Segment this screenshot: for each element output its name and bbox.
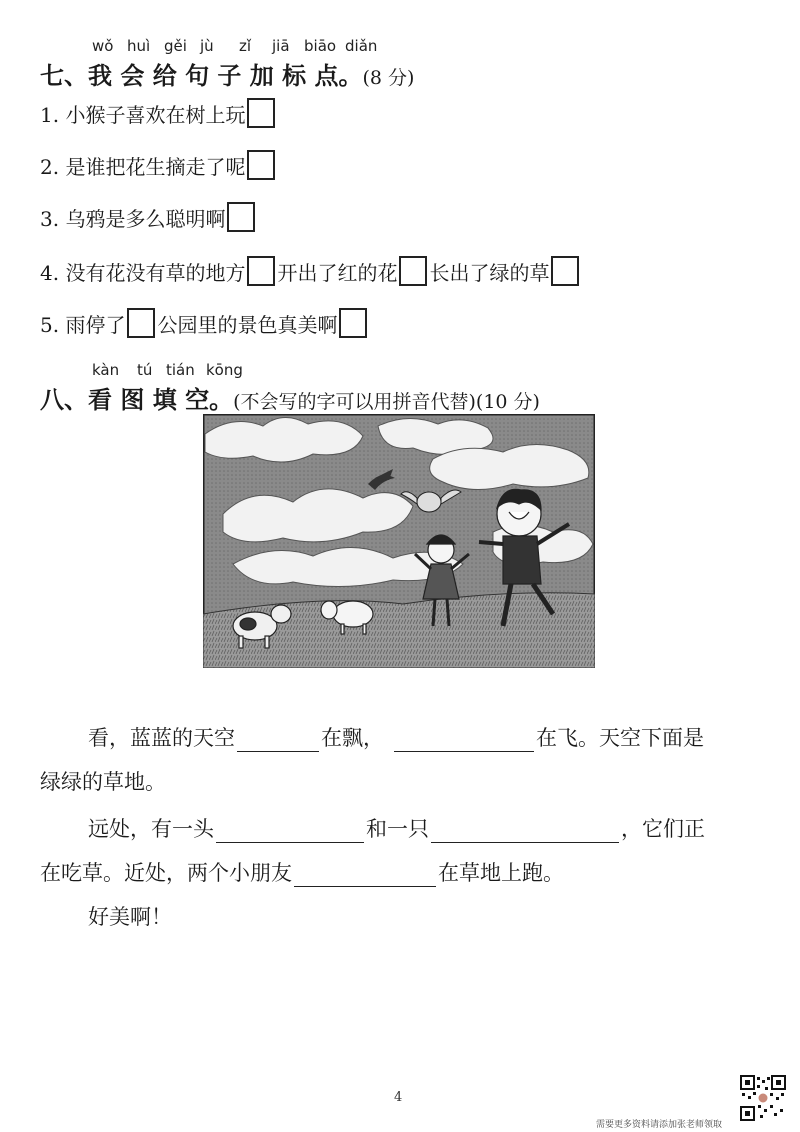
pinyin-ju: jù <box>200 37 214 55</box>
para-3-text-a: 远处，有一头 <box>88 817 214 841</box>
pinyin-hui: huì <box>127 37 151 55</box>
item-1-text: 1. 小猴子喜欢在树上玩 <box>40 102 246 127</box>
item-5-text-b: 公园里的景色真美啊 <box>157 312 338 337</box>
blank-sheep[interactable] <box>431 820 619 843</box>
para-5-text: 好美啊！ <box>88 905 172 929</box>
punctuation-item-3 <box>40 202 257 232</box>
para-3-text-c: ，它们正 <box>621 817 705 841</box>
pinyin-zi: zǐ <box>239 37 252 55</box>
item-5-text-a: 5. 雨停了 <box>40 312 126 337</box>
paragraph-line-4 <box>40 857 564 887</box>
punctuation-item-4 <box>40 256 581 286</box>
section8-heading <box>40 380 540 415</box>
pinyin-kong: kōng <box>206 361 243 379</box>
punctuation-item-2 <box>40 150 277 180</box>
qr-code-icon <box>740 1075 786 1121</box>
pinyin-wo: wǒ <box>92 37 114 55</box>
pinyin-kan: kàn <box>92 361 120 379</box>
para-4-text-b: 在草地上跑。 <box>438 861 564 885</box>
blank-children[interactable] <box>294 864 436 887</box>
answer-box[interactable] <box>339 308 367 338</box>
answer-box[interactable] <box>399 256 427 286</box>
item-3-text: 3. 乌鸦是多么聪明啊 <box>40 206 226 231</box>
blank-cow[interactable] <box>216 820 364 843</box>
section8-pinyin <box>0 361 800 379</box>
pinyin-gei: gěi <box>164 37 187 55</box>
section8-score: (10 分) <box>475 391 540 413</box>
answer-box[interactable] <box>127 308 155 338</box>
answer-box[interactable] <box>247 150 275 180</box>
section7-title: 我 会 给 句 子 加 标 点。 <box>88 62 363 90</box>
section7-score: (8 分) <box>362 67 415 89</box>
pinyin-dian: diǎn <box>345 37 378 55</box>
item-4-text-b: 开出了红的花 <box>277 260 398 285</box>
scene-illustration <box>203 414 595 668</box>
answer-box[interactable] <box>551 256 579 286</box>
paragraph-line-5 <box>88 901 172 931</box>
section7-heading <box>40 56 414 91</box>
paragraph-line-2 <box>40 766 166 796</box>
item-4-text-c: 长出了绿的草 <box>429 260 550 285</box>
blank-bird[interactable] <box>394 729 534 752</box>
section8-number: 八、 <box>40 386 88 414</box>
item-2-text: 2. 是谁把花生摘走了呢 <box>40 154 246 179</box>
para-3-text-b: 和一只 <box>366 817 429 841</box>
pinyin-tu: tú <box>137 361 153 379</box>
punctuation-item-5 <box>40 308 369 338</box>
answer-box[interactable] <box>227 202 255 232</box>
pinyin-biao: biāo <box>304 37 337 55</box>
pinyin-tian: tián <box>166 361 195 379</box>
footer-note: 需要更多资料请添加张老师领取 <box>596 1120 723 1130</box>
section7-pinyin <box>0 37 800 55</box>
punctuation-item-1 <box>40 98 277 128</box>
section8-title: 看 图 填 空。 <box>88 386 234 414</box>
blank-cloud[interactable] <box>237 729 319 752</box>
pinyin-jia: jiā <box>272 37 290 55</box>
section8-note: (不会写的字可以用拼音代替) <box>233 391 476 413</box>
para-1-text-b: 在飘， <box>321 726 384 750</box>
para-1-text-c: 在飞。天空下面是 <box>536 726 704 750</box>
section7-number: 七、 <box>40 62 88 90</box>
answer-box[interactable] <box>247 256 275 286</box>
answer-box[interactable] <box>247 98 275 128</box>
paragraph-line-3 <box>88 813 705 843</box>
para-1-text-a: 看，蓝蓝的天空 <box>88 726 235 750</box>
item-4-text-a: 4. 没有花没有草的地方 <box>40 260 246 285</box>
para-4-text-a: 在吃草。近处，两个小朋友 <box>40 861 292 885</box>
page-number: 4 <box>394 1090 403 1105</box>
para-2-text: 绿绿的草地。 <box>40 770 166 794</box>
paragraph-line-1 <box>88 722 704 752</box>
